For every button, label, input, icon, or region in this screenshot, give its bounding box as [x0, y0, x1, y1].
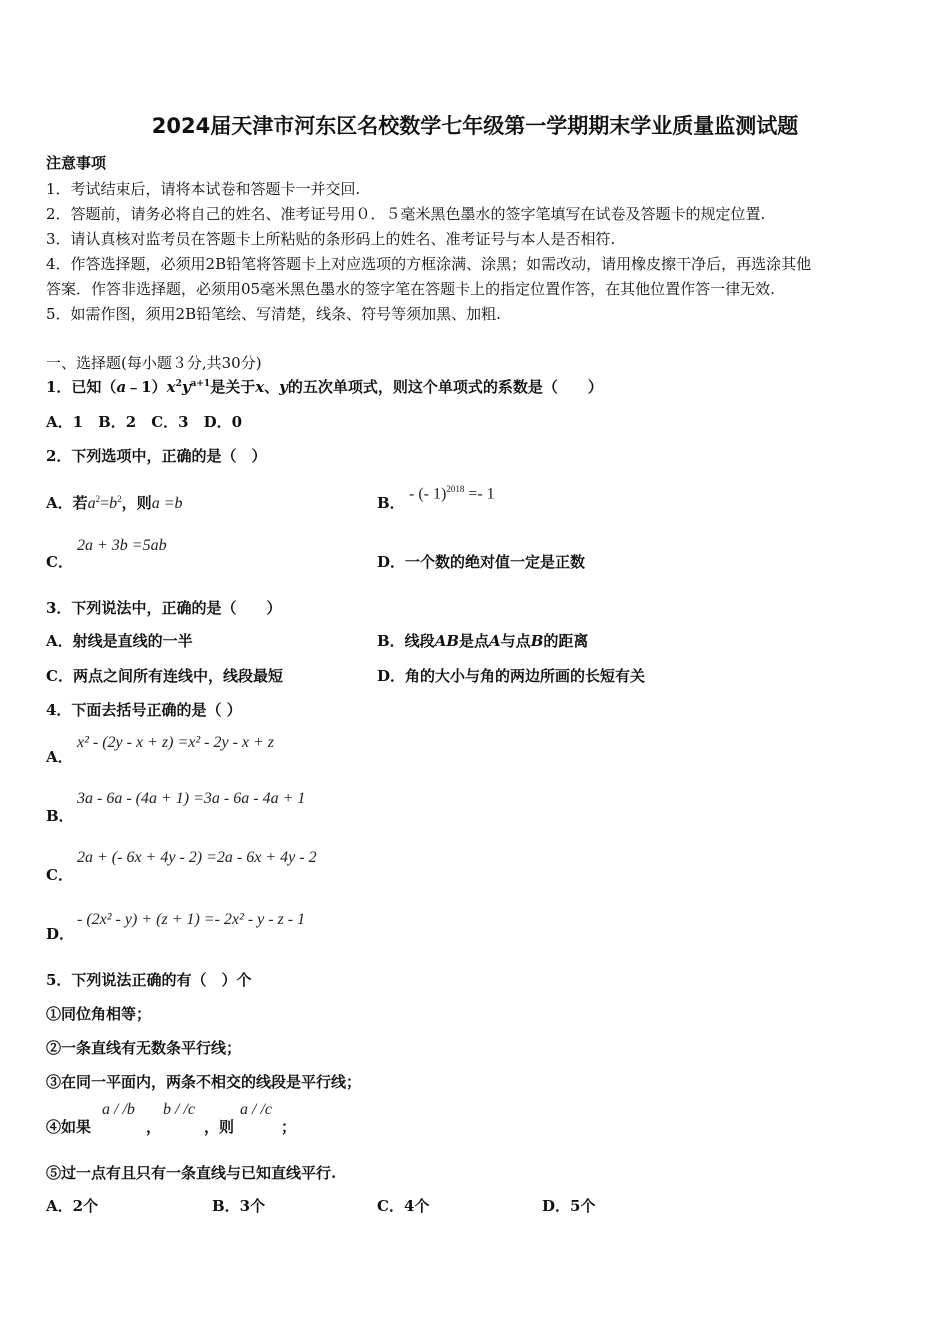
question-4-option-d-math: - (2x² - y) + (z + 1) =- 2x² - y - z - 1 [77, 911, 306, 928]
q3b-mid: 是点 [459, 632, 490, 650]
question-2-option-a [46, 492, 182, 513]
question-3-option-c: C．两点之间所有连线中，线段最短 [46, 667, 283, 685]
question-3-option-d: D．角的大小与角的两边所画的长短有关 [377, 667, 646, 685]
notice-item: 3．请认真核对监考员在答题卡上所粘贴的条形码上的姓名、准考证号与本人是否相符. [46, 230, 616, 248]
s4-then: ，则 [204, 1118, 235, 1136]
question-5-option-d: D．5个 [542, 1197, 596, 1215]
q1-prefix: 1．已知（ [46, 378, 117, 396]
notice-heading: 注意事项 [46, 154, 107, 172]
question-2-option-c-label: C． [46, 553, 73, 571]
question-5-stem: 5．下列说法正确的有（ ）个 [46, 971, 252, 989]
question-3-option-a: A．射线是直线的一半 [46, 632, 193, 650]
q3b-b: B [530, 632, 544, 650]
question-4-option-a-label: A． [46, 748, 73, 766]
statement-3: ③在同一平面内，两条不相交的线段是平行线； [46, 1073, 362, 1091]
q1-var-a: a [116, 378, 127, 396]
q1-suffix: 是关于 [210, 378, 256, 396]
question-1-stem [46, 376, 603, 397]
notice-item: 4．作答选择题，必须用2B铅笔将答题卡上对应选项的方框涂满、涂黑；如需改动，请用橡皮擦干净后，再选涂其他 [46, 255, 812, 273]
q3b-mid2: 与点 [500, 632, 531, 650]
q1-v2: y [279, 378, 288, 396]
notice-item: 答案．作答非选择题，必须用05毫米黑色墨水的签字笔在答题卡上的指定位置作答，在其他位置作答一律无效. [46, 280, 775, 298]
notice-item: 2．答题前，请务必将自己的姓名、准考证号用０．５毫米黑色墨水的签字笔填写在试卷及答题卡的规定位置. [46, 205, 766, 223]
q3b-tail: 的距离 [543, 632, 589, 650]
s4-pre: ④如果 [46, 1118, 92, 1136]
s4-end: ； [281, 1118, 297, 1136]
q2a-math-result: a =b [151, 495, 183, 512]
question-4-option-b-math: 3a - 6a - (4a + 1) =3a - 6a - 4a + 1 [77, 790, 306, 807]
notice-item: 1．考试结束后，请将本试卷和答题卡一并交回. [46, 180, 361, 198]
s4-math-1: a / /b [102, 1101, 135, 1118]
question-2-option-b-math [409, 484, 495, 503]
q1-v1: x [255, 378, 265, 396]
question-5-option-c: C．4个 [377, 1197, 430, 1215]
notice-item: 5．如需作图，须用2B铅笔绘、写清楚，线条、符号等须加黑、加粗. [46, 305, 501, 323]
statement-2: ②一条直线有无数条平行线； [46, 1039, 242, 1057]
q1-var-x: x [166, 378, 176, 396]
statement-4 [46, 1116, 91, 1137]
q2a-then: ，则 [121, 494, 152, 512]
question-2-stem: 2．下列选项中，正确的是（ ） [46, 447, 267, 465]
question-5-option-b: B．3个 [212, 1197, 266, 1215]
q2a-math-a: a [87, 495, 96, 512]
q2a-math-b: b [109, 495, 118, 512]
page-title: 2024届天津市河东区名校数学七年级第一学期期末学业质量监测试题 [151, 114, 799, 138]
q2b-math: - (- 1) [409, 485, 447, 503]
question-3-option-b [377, 630, 588, 651]
q2b-rest: =- 1 [468, 485, 495, 503]
question-2-option-d: D．一个数的绝对值一定是正数 [377, 553, 586, 571]
q2a-eq: = [100, 495, 110, 512]
q1-sep: 、 [264, 378, 280, 396]
question-4-stem: 4．下面去括号正确的是（ ） [46, 701, 242, 719]
question-4-option-d-label: D． [46, 925, 75, 943]
statement-5: ⑤过一点有且只有一条直线与已知直线平行. [46, 1164, 337, 1182]
q3b-a: A [489, 632, 501, 650]
question-2-option-c-math: 2a + 3b =5ab [77, 537, 167, 554]
section-heading: 一、选择题(每小题３分,共30分) [46, 354, 262, 372]
question-4-option-a-math: x² - (2y - x + z) =x² - 2y - x + z [77, 734, 275, 751]
q1-var-y: y [181, 378, 191, 396]
q1-mid: ﹣1） [126, 378, 167, 396]
question-1-options: A．1 B．2 C．3 D．0 [46, 413, 243, 431]
q3b-pre: B．线段 [377, 632, 435, 650]
q1-y-exp: a+1 [190, 379, 211, 389]
question-4-option-c-label: C． [46, 866, 73, 884]
s4-math-2: b / /c [163, 1101, 195, 1118]
q2a-exp1: 2 [95, 494, 101, 504]
question-4-option-c-math: 2a + (- 6x + 4y - 2) =2a - 6x + 4y - 2 [77, 849, 317, 866]
q2a-label: A．若 [46, 494, 88, 512]
q1-x-exp: 2 [175, 379, 182, 389]
question-2-option-b-label: B． [377, 494, 405, 512]
s4-comma-1: ， [146, 1118, 162, 1136]
q2a-exp2: 2 [117, 494, 122, 504]
statement-1: ①同位角相等； [46, 1005, 152, 1023]
question-3-stem: 3．下列说法中，正确的是（ ） [46, 599, 282, 617]
question-4-option-b-label: B． [46, 807, 74, 825]
q2b-exp: 2018 [446, 484, 465, 494]
question-5-option-a: A．2个 [46, 1197, 99, 1215]
q3b-ab: AB [434, 632, 460, 650]
s4-math-3: a / /c [240, 1101, 272, 1118]
q1-tail: 的五次单项式，则这个单项式的系数是（ ） [287, 378, 603, 396]
